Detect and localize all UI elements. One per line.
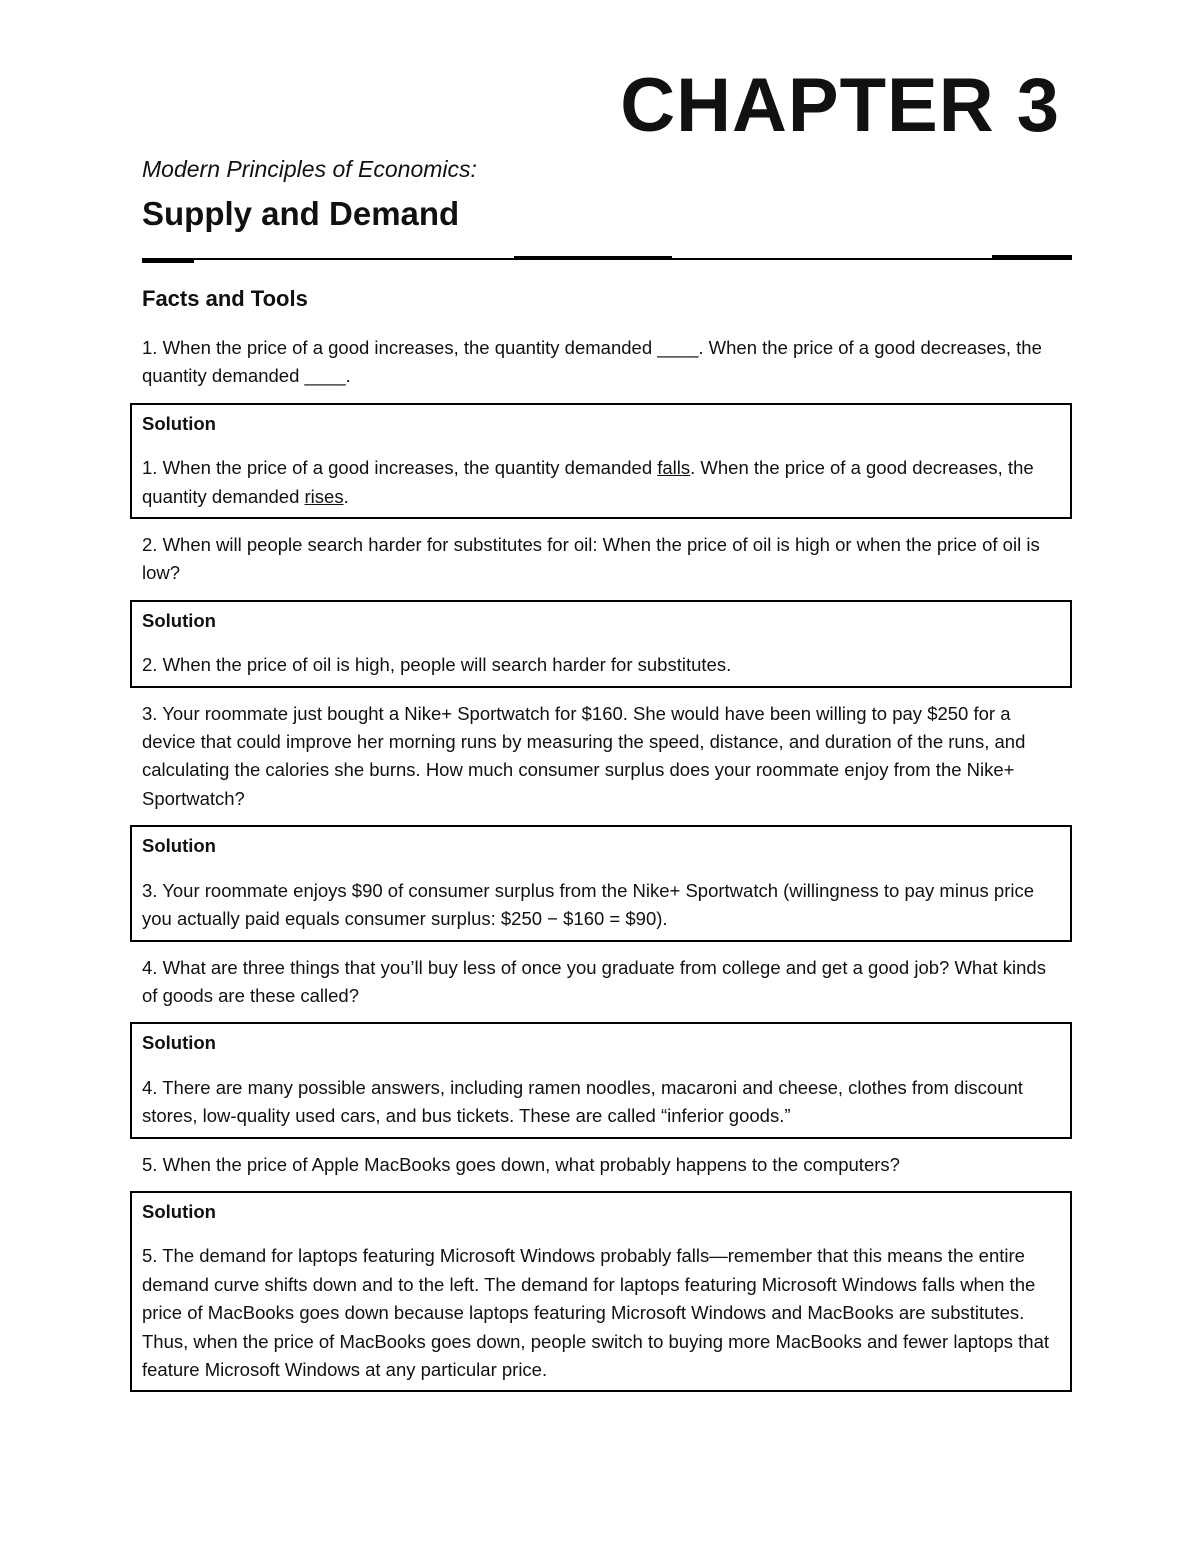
solution-label: Solution	[142, 609, 216, 631]
solution-label: Solution	[142, 1200, 216, 1222]
solution-text-1: 1. When the price of a good increases, the quantity demanded falls. When the price of a good decreases, the quantity demanded rises.	[142, 457, 1034, 507]
solution-label: Solution	[142, 412, 216, 434]
solution-box-2	[130, 600, 1072, 688]
question-2: 2. When will people search harder for substitutes for oil: When the price of oil is high or when the price of oil is low?	[142, 534, 1040, 584]
answer-rises: rises	[304, 485, 344, 507]
solution-box-5	[130, 1191, 1072, 1392]
page-title: Supply and Demand	[142, 195, 460, 232]
solution-label: Solution	[142, 1032, 216, 1054]
solution-text-3: 3. Your roommate enjoys $90 of consumer surplus from the Nike+ Sportwatch (willingness to pay minus price you actually paid equals consumer surplus: $250 − $160 = $90).	[142, 879, 1035, 930]
solution-box-1	[130, 403, 1072, 519]
solution-box-4	[130, 1022, 1072, 1138]
chapter-heading: CHAPTER 3	[620, 63, 1060, 148]
question-3: 3. Your roommate just bought a Nike+ Sportwatch for $160. She would have been willing to pay $250 for a device that could improve her morning runs by measuring the speed, distance, and duration of the runs, and calculating the calories she burns. How much consumer surplus does your roommate enjoy from the Nike+ Sportwatch?	[142, 702, 1026, 809]
questions-list	[130, 334, 1072, 1404]
solution-text-4: 4. There are many possible answers, including ramen noodles, macaroni and cheese, clothes from discount stores, low-quality used cars, and bus tickets. These are called “inferior goods.”	[142, 1076, 1023, 1127]
solution-label: Solution	[142, 835, 216, 857]
answer-falls: falls	[657, 457, 691, 479]
question-1: 1. When the price of a good increases, the quantity demanded ____. When the price of a good decreases, the quantity demanded ____.	[142, 337, 1042, 387]
solution-box-3	[130, 825, 1072, 941]
solution-text-2: 2. When the price of oil is high, people will search harder for substitutes.	[142, 654, 732, 676]
question-4: 4. What are three things that you’ll buy less of once you graduate from college and get a good job? What kinds of goods are these called?	[142, 956, 1046, 1006]
section-heading: Facts and Tools	[142, 286, 308, 311]
book-subtitle: Modern Principles of Economics:	[142, 156, 477, 182]
question-5: 5. When the price of Apple MacBooks goes down, what probably happens to the computers?	[142, 1153, 900, 1175]
solution-text-5: 5. The demand for laptops featuring Microsoft Windows probably falls—remember that this means the entire demand curve shifts down and to the left. The demand for laptops featuring Microsoft Windows falls when the price of MacBooks goes down because laptops featuring Microsoft Windows and MacBooks are substitutes. Thus, when the price of MacBooks goes down, people switch to buying more MacBooks and fewer laptops that feature Microsoft Windows at any particular price.	[142, 1245, 1049, 1380]
